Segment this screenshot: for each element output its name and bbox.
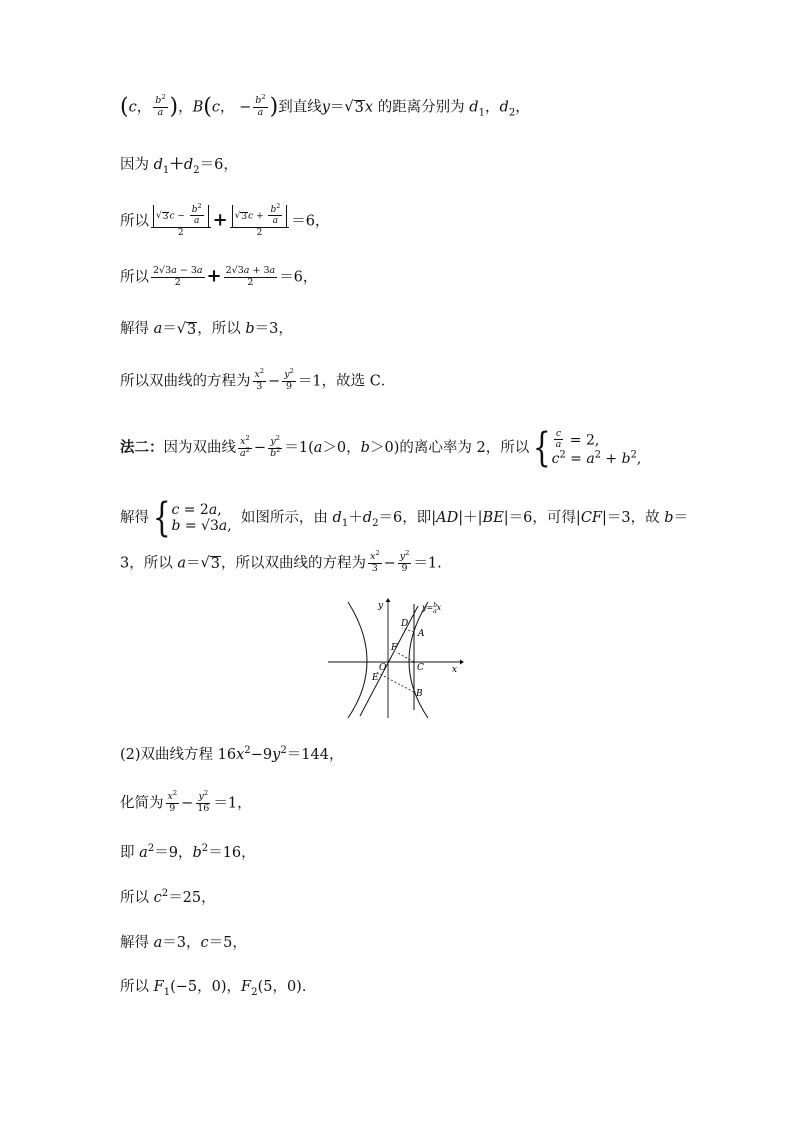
axis-y-label: y	[378, 601, 384, 611]
y-axis-arrow	[386, 598, 391, 602]
axis-x-label: x	[452, 665, 458, 675]
hyperbola-left-branch	[348, 602, 367, 718]
point-E-label: E	[372, 673, 379, 683]
point-C-label: C	[417, 663, 424, 673]
hyperbola-figure	[328, 598, 464, 724]
text-line-11: 化简为 $\frac{x^2}{9}$ − $\frac{y^2}{16}$ ＝1，	[120, 788, 252, 814]
point-O-label: O	[379, 663, 387, 673]
perp-BE	[376, 672, 414, 692]
point-D-label: D	[401, 619, 409, 629]
text-line-4: 所以 $\frac{2√3a - 3a}{2}$ + $\frac{2√3a + 3a}{2}$ ＝6，	[120, 265, 318, 288]
text-line-9: 3，所以 a＝ √ 3 ，所以双曲线的方程为 $\frac{x^2}{3}$ − $\frac{y^2}{9}$ ＝1.	[120, 548, 442, 574]
text-line-7: 法二：因为双曲线 $\frac{x^2}{a^2}$ − $\frac{y^2}{b^2}$ ＝1(a＞0，b＞0)的离心率为 2，所以{ $\frac{c}{a}$ = 2, $c^2 = a^2 + b^2$,	[120, 425, 642, 471]
text-line-13: 所以 $c^2=25$，	[120, 888, 216, 906]
text-line-10: (2)双曲线方程 $16x^2-9y^2=144$，	[120, 745, 344, 763]
hyperbola-diagram	[328, 598, 464, 720]
text-line-5: 解得 a＝ √ 3 ，所以 b＝3，	[120, 321, 293, 338]
hyperbola-right-branch	[409, 602, 428, 718]
text-line-15: 所以 $F_1(-5$，0)，$F_2(5$，0)．	[120, 979, 317, 998]
x-axis-arrow	[460, 660, 464, 665]
text-line-6: 所以双曲线的方程为 $\frac{x^2}{3}$ − $\frac{y^2}{9}$ ＝1，故选 C．	[120, 366, 396, 392]
perp-CF	[396, 652, 414, 662]
text-line-1: (c， $\frac{b^2}{a}$ )，B(c， − $\frac{b^2}{a}$ )到直线y＝ √ 3 x 的距离分别为 $d_1$，$d_2$，	[120, 92, 530, 120]
text-line-12: 即 $a^2=9$，$b^2=16$，	[120, 843, 256, 861]
point-F-label: F	[391, 643, 398, 653]
text-line-14: 解得 a＝3，c＝5，	[120, 935, 247, 951]
point-B-label: B	[416, 689, 423, 699]
text-line-2: 因为 $d_1+d_2=6$，	[120, 156, 238, 176]
asymptote-label: y=$^b$ ax	[422, 602, 442, 615]
text-line-8: 解得{ c = 2a, b = √3a, 如图所示，由 $d_1+d_2=6$，即|AD|＋|BE|＝6，可得|CF|＝3，故 b＝	[120, 495, 688, 541]
point-A-label: A	[418, 629, 425, 639]
text-line-3: 所以 √ 3 c − $\frac{b^2}{a}$ 2 + √ 3 c + $\frac{b^2}{a}$ 2 ＝6，	[120, 203, 330, 238]
